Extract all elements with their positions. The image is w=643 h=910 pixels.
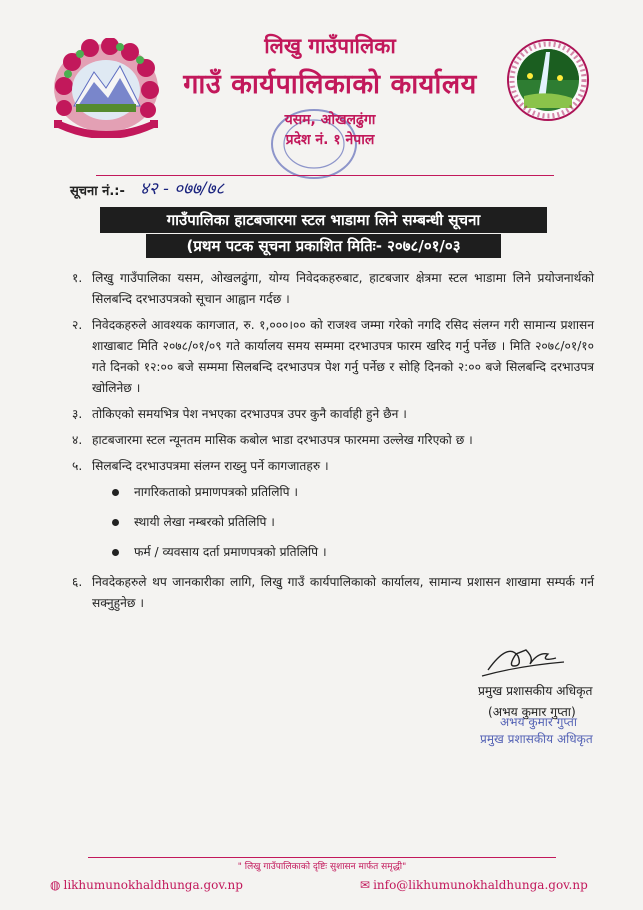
handwritten-signature [478, 636, 568, 680]
item-number: २. [72, 318, 83, 332]
office-name: गाउँ कार्यपालिकाको कार्यालय [183, 69, 477, 100]
document-bullet-list [72, 482, 594, 563]
item-text: तोकिएको समयभित्र पेश नभएका दरभाउपत्र उपर कुनै कार्वाही हुने छैन । [92, 407, 407, 421]
bullet-icon [112, 519, 119, 526]
footer-website[interactable] [50, 878, 243, 892]
item-number: ६. [72, 575, 83, 589]
office-province: प्रदेश नं. १ नेपाल [285, 132, 375, 148]
globe-icon: ◍ [50, 878, 61, 892]
item-text: सिलबन्दि दरभाउपत्रमा संलग्न राख्नु पर्ने कागजातहरु । [92, 459, 329, 473]
notice-title: गाउँपालिका हाटबजारमा स्टल भाडामा लिने सम्बन्धी सूचना [100, 207, 547, 233]
bullet-item: स्थायी लेखा नम्बरको प्रतिलिपि । [72, 512, 594, 533]
footer-divider [88, 857, 556, 858]
list-item [72, 456, 594, 477]
item-text: निवेदकहरुले आवश्यक कागजात, रु. १,०००।०० को राजश्व जम्मा गरेको नगदि रसिद संलग्न गरी सामान्य प्रशासन शाखाबाट मिति २०७८/०१/०९ गते कार्यालय समय सम्ममा दरभाउपत्र फारम खरिद गर्नु पर्नेछ । मिति २०७८/०१/१० गते दिनको १२:०० बजे सम्ममा सिलबन्दि दरभाउपत्र पेश गर्नु पर्नेछ र सोहि दिनको २:०० बजे सिलबन्दि दरभाउपत्र खोलिनेछ । [92, 318, 594, 395]
bullet-icon [112, 549, 119, 556]
office-address: यसम, ओखलढुंगा [284, 112, 376, 128]
item-text: लिखु गाउँपालिका यसम, ओखलढुंगा, योग्य निवेदकहरुबाट, हाटबजार क्षेत्रमा स्टल भाडामा लिने प्रयोजनार्थको सिलबन्दि दरभाउपत्रको सूचान आह्वान गर्दछ । [92, 271, 594, 306]
bullet-icon [112, 489, 119, 496]
bullet-item: फर्म / व्यवसाय दर्ता प्रमाणपत्रको प्रतिलिपि । [72, 542, 594, 563]
signatory-title: प्रमुख प्रशासकीय अधिकृत [478, 684, 593, 698]
email-text: info@likhumunokhaldhunga.gov.np [373, 878, 588, 892]
list-item [72, 572, 594, 614]
item-number: १. [72, 271, 83, 285]
list-item [72, 315, 594, 399]
notice-number-label: सूचना नं.:- [70, 184, 125, 199]
stamp-name: अभय कुमार गुप्ता [500, 715, 578, 729]
notice-body [72, 268, 594, 619]
likhu-municipality-logo [506, 38, 590, 122]
signatory-name: (अभय कुमार गुप्ता) [488, 705, 576, 719]
list-item [72, 268, 594, 310]
item-number: ४. [72, 433, 83, 447]
municipality-name: लिखु गाउँपालिका [264, 34, 396, 58]
item-text: निवदेकहरुले थप जानकारीका लागि, लिखु गाउँ कार्यपालिकाको कार्यालय, सामान्य प्रशासन शाखामा सम्पर्क गर्न सक्नुहुनेछ । [92, 575, 594, 610]
list-item [72, 404, 594, 425]
item-number: ५. [72, 459, 83, 473]
notice-number-value: ४२ - ०७७/७८ [140, 179, 225, 199]
website-text: likhumunokhaldhunga.gov.np [63, 878, 243, 892]
footer-email[interactable] [360, 878, 588, 892]
bullet-item: नागरिकताको प्रमाणपत्रको प्रतिलिपि । [72, 482, 594, 503]
notice-publish-date: (प्रथम पटक सूचना प्रकाशित मितिः- २०७८/०१/०३ [146, 234, 501, 258]
item-number: ३. [72, 407, 83, 421]
footer-motto: " लिखु गाउँपालिकाको दृष्टिः सुशासन मार्फत समृद्धी" [237, 862, 407, 872]
mail-icon: ✉ [360, 878, 371, 892]
stamp-title: प्रमुख प्रशासकीय अधिकृत [480, 732, 593, 746]
list-item [72, 430, 594, 451]
item-text: हाटबजारमा स्टल न्यूनतम मासिक कबोल भाडा दरभाउपत्र फारममा उल्लेख गरिएको छ । [92, 433, 473, 447]
